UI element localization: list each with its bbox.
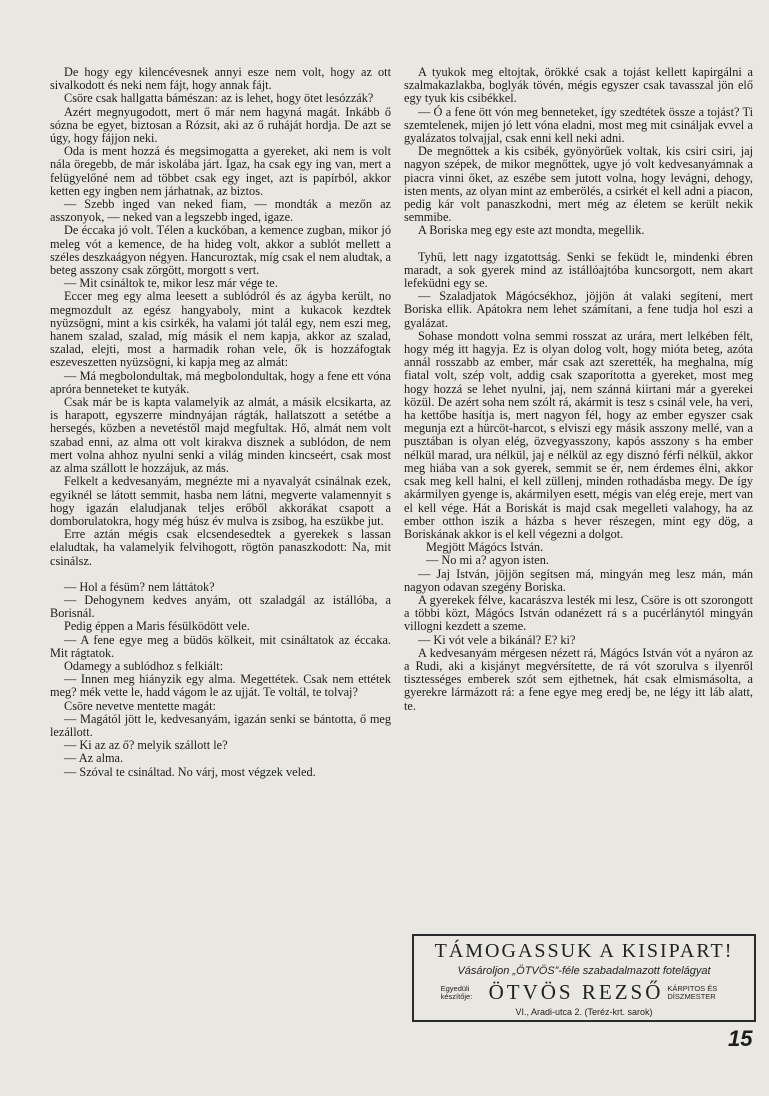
ad-name-row: [414, 980, 754, 1005]
paragraph: — Az alma.: [64, 751, 124, 766]
paragraph: Sohase mondott volna semmi rosszat az urára, mert lelkében félt, hogy még itt hagyja. Ez is olyan dolog volt, hogy mióta beteg, azóta annál rosszabb az ember, már csak azt szerették, ha meghalna, míg fiatal volt, szép volt, addig csak szaporította a gyereket, most meg hogy hozzá se lehet nyulni, jaj, nem szánná kiirtani már a gyerekei közül. De azért soha nem szólt rá, akármit is tesz s csinál vele, ha veri, ha kettőbe hasítja is, mert nagyon fél, hogy az ember egyszer csak megunja ezt a hürcöt-harcot, s elviszi egy másik asszony mellé, van a pusztában is olyan elég, özvegyasszony, kapós asszony s ha ember nélkül marad, ura nélkül, jaj e nélkül az egy disznó férfi nélkül, akkor meg hiába van a sok gyerek, semmit se ér, nem érdemes élni, akkor csak meg kell halni, el kell züllenj, minden rothadásba megy. De így akármilyen gyenge is, akármilyen esett, mégis van elég ereje, mert van el kell vége. Hát a Boriskát is majd csak megelleti valahogy, ha az ember otthon iszik a házba s hever részegen, mint egy dög, a Boriskának akkor is el kell végezni a dolgot.: [404, 328, 753, 541]
paragraph: Felkelt a kedvesanyám, megnézte mi a nyavalyát csinálnak ezek, egyiknél se látott semmit, hasba nem látni, megverte valamennyit s hogy igazán elaludjanak teljes erőből akkorákat csapott a domborulatokra, hogy még húsz év mulva is zsibog, ha eszükbe jut.: [50, 474, 391, 528]
paragraph: A gyerekek félve, kacarászva lesték mi lesz, Csöre is ott szorongott a többi közt, Mágócs István odanézett rá s a pucérlánytól mingyán villogni kezdett a szeme.: [404, 592, 753, 634]
paragraph: Csak már be is kapta valamelyik az almát, a másik elcsikarta, az is harapott, egyszerre mindnyájan rágták, hallatszott a setétbe a hersegés, közben a nevetéstől majd megfultak. Hő, almát nem volt szabad enni, az alma ott volt kirakva disznek a sublódon, de nem mert volna ahhoz nyulni senki a világ minden kincseért, csak most az alma szállott le hozzájuk, az más.: [50, 395, 391, 476]
paragraph: Odamegy a sublódhoz s felkiált:: [64, 658, 224, 673]
paragraph: Tyhű, lett nagy izgatottság. Senki se feküdt le, mindenki ébren maradt, a sok gyerek mind az istállóajtóba kuncsorgott, nem akart lefeküdni egy se.: [404, 249, 753, 291]
paragraph: — A fene egye meg a büdös kölkeit, mit csináltatok az éccaka. Mit rágtatok.: [50, 632, 391, 660]
paragraph: De hogy egy kilencévesnek annyi esze nem volt, hogy az ott sivalkodott és neki nem fájt, hogy annak fájt.: [50, 65, 391, 93]
paragraph: Csöre csak hallgatta bámészan: az is lehet, hogy ötet lesózzák?: [64, 91, 374, 106]
advertisement-box: [412, 934, 756, 1022]
paragraph: Eccer meg egy alma leesett a sublódról és az ágyba került, no megmozdult az egész hangyaboly, mint a kukacok kezdtek nyüzsögni, mint a kis csirkék, ha valami jót talál egy, nem eszi meg, hanem szalad, szalad, míg másik el nem kapja, akkor az szalad, szalad, elejti, most a harmadik rohan vele, ők is hozzáfogtak eszeveszetten nyüzsögni, ki kapja meg az almát:: [50, 289, 391, 370]
ad-address: VI., Aradi-utca 2. (Teréz-krt. sarok): [515, 1007, 653, 1017]
paragraph: — Szaladjatok Mágócsékhoz, jöjjön át valaki segíteni, mert Boriska ellik. Apátokra nem lehet számítani, a fene tudja hol eszi a gyalázat.: [404, 289, 753, 330]
paragraph: — Szebb inged van neked fiam, — mondták a mezőn az asszonyok, — neked van a legszebb inged, igaze.: [50, 197, 391, 225]
paragraph: — Magától jött le, kedvesanyám, igazán senki se bántotta, ő meg lezállott.: [50, 711, 391, 739]
paragraph: A tyukok meg eltojtak, örökké csak a tojást kellett kapirgálni a szalmakazlakba, boglyák tövén, mégis egyszer csak tavasszal jön elő egy tyuk kis csibékkel.: [404, 65, 753, 106]
paragraph: De megnőttek a kis csibék, gyönyörűek voltak, kis csiri csiri, jaj nagyon szépek, de mikor megnőttek, ugye jó volt kedvesanyámnak a piacra vinni őket, az eszébe sem jutott volna, hogy levágni, dehogy, isten ments, az olyan mint az emberölés, a csirkét el kell adni a piacon, pedig kár volt panaszkodni, mert még az életem se került nekik semmibe.: [404, 144, 753, 225]
paragraph: — Hol a fésüm? nem láttátok?: [64, 579, 215, 594]
paragraph: — Ó a fene ött vón meg benneteket, így szedtétek össze a tojást? Ti szemtelenek, mijen jó lett vóna eladni, most meg mit csináljak evvel a gyalázatos tolvajjal, csak enni kell neki adni.: [404, 104, 753, 146]
paragraph: Csöre nevetve mentette magát:: [64, 698, 216, 713]
paragraph: — Má megbolondultak, má megbolondultak, hogy a fene ett vóna apróra benneteket te kutyák.: [50, 368, 391, 396]
paragraph: — Ki vót vele a bikánál? E? ki?: [418, 632, 576, 647]
paragraph: — No mi a? agyon isten.: [426, 553, 549, 568]
page-number: 15: [728, 1026, 753, 1051]
paragraph: Erre aztán mégis csak elcsendesedtek a gyerekek s lassan elaludtak, ha valamelyik felvihogott, rögtön panaszkodott: Na, mit csinálsz.: [50, 527, 391, 568]
paragraph: Megjött Mágócs István.: [426, 540, 544, 555]
ad-subline: Vásároljon „ÖTVÖS”-féle szabadalmazott fotelágyat: [457, 965, 711, 977]
paragraph: Pedig éppen a Maris fésülködött vele.: [64, 619, 250, 634]
paragraph: — Jaj István, jöjjön segítsen má, mingyán meg lesz mán, mán nagyon odavan szegény Boriska.: [404, 566, 753, 594]
ad-label-left: Egyedüli készítője:: [440, 983, 473, 1001]
paragraph: Oda is ment hozzá és megsimogatta a gyereket, aki nem is volt nála öregebb, de már iskolába járt. Igaz, ha csak egy ing van, mert a felügyelőné nem ad többet csak egy inget, azt is papírból, akkor ketten egy ingben nem járhatnak, az biztos.: [50, 144, 391, 198]
paragraph: — Ki az az ő? melyik szállott le?: [64, 738, 228, 753]
paragraph: — Innen meg hiányzik egy alma. Megettétek. Csak nem ettétek meg? mék vette le, hadd vágom le az ujját. Te voltál, te tolvaj?: [50, 672, 391, 700]
paragraph: A Boriska meg egy este azt mondta, megellik.: [418, 223, 645, 238]
paragraph: Azért megnyugodott, mert ő már nem hagyná magát. Inkább ő sózna be egyet, biztosan a Rózsit, aki az ő ruháját hordja. De azt se úgy, hogy fájjon neki.: [50, 104, 391, 146]
left-text-column: [50, 66, 391, 779]
paragraph: — Szóval te csináltad. No várj, most végzek veled.: [64, 764, 316, 779]
paragraph: — Mit csináltok te, mikor lesz már vége te.: [64, 276, 278, 291]
ad-headline: TÁMOGASSUK A KISIPART!: [434, 940, 734, 962]
ad-label-right: KÁRPITOS ÉS DÍSZMESTER: [667, 983, 718, 1001]
paragraph: De éccaka jó volt. Télen a kuckóban, a kemence zugban, mikor jó meleg vót a kemence, de ha hideg volt, akkor a sublót mellett a széles deszkaágyon négyen. Hancuroztak, míg csak el nem aludtak, a beteg asszony csak zörgött, morgott s vert.: [50, 223, 391, 278]
ad-maker-name: ÖTVÖS REZSŐ: [488, 980, 664, 1004]
paragraph: — Dehogynem kedves anyám, ott szaladgál az istállóba, a Borisnál.: [50, 592, 391, 621]
right-text-column: [404, 66, 753, 713]
paragraph: A kedvesanyám mérgesen nézett rá, Mágócs István vót a nyáron az a Rudi, aki a kisjányt megvérsítette, de rá vót szorulva s ilyenről tisztességes emberek szót sem ejthetnek, hát csak elmismásolta, a gyerekre lármázott rá: a fene egye meg eredj be, ne légy itt láb alatt, te.: [404, 645, 753, 713]
